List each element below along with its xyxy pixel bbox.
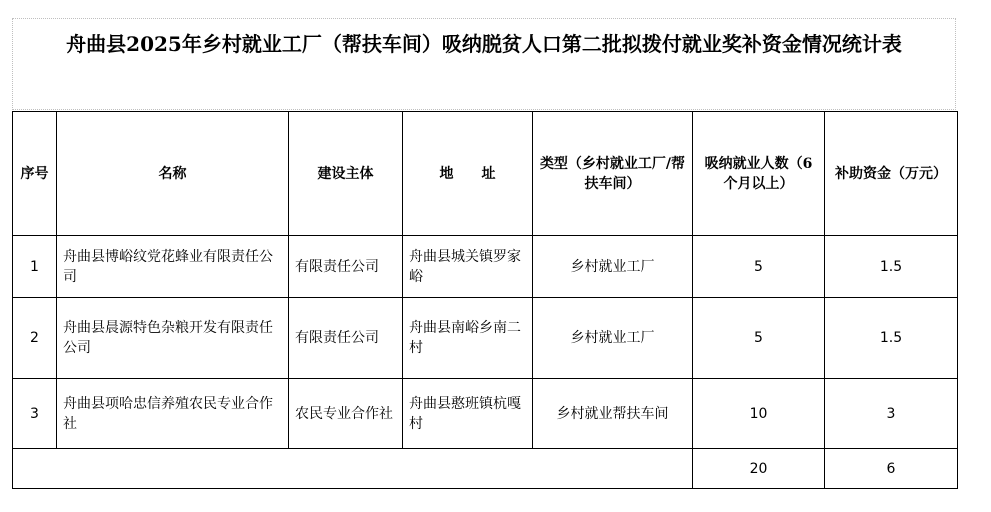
cell-subsidy: 1.5 [825, 298, 958, 379]
header-subsidy: 补助资金（万元） [825, 112, 958, 236]
table-row [13, 379, 958, 449]
cell-address: 舟曲县憨班镇杭嘎村 [403, 379, 533, 449]
header-builder: 建设主体 [289, 112, 403, 236]
header-address: 地 址 [403, 112, 533, 236]
cell-employed: 10 [693, 379, 825, 449]
cell-employed: 5 [693, 236, 825, 298]
cell-address: 舟曲县城关镇罗家峪 [403, 236, 533, 298]
cell-name: 舟曲县项哈忠信养殖农民专业合作社 [57, 379, 289, 449]
cell-name: 舟曲县博峪纹党花蜂业有限责任公司 [57, 236, 289, 298]
header-row [13, 112, 958, 236]
page-title: 舟曲县2025年乡村就业工厂（帮扶车间）吸纳脱贫人口第二批拟拨付就业奖补资金情况统计表 [66, 32, 902, 56]
cell-builder: 有限责任公司 [289, 236, 403, 298]
header-employed: 吸纳就业人数（6个月以上） [693, 112, 825, 236]
header-seq: 序号 [13, 112, 57, 236]
total-employed: 20 [693, 449, 825, 489]
cell-builder: 有限责任公司 [289, 298, 403, 379]
total-subsidy: 6 [825, 449, 958, 489]
cell-employed: 5 [693, 298, 825, 379]
cell-type: 乡村就业工厂 [533, 298, 693, 379]
header-name: 名称 [57, 112, 289, 236]
cell-name: 舟曲县晨源特色杂粮开发有限责任公司 [57, 298, 289, 379]
table-row [13, 236, 958, 298]
cell-address: 舟曲县南峪乡南二村 [403, 298, 533, 379]
cell-subsidy: 3 [825, 379, 958, 449]
subsidy-table [12, 111, 958, 489]
total-row [13, 449, 958, 489]
total-label-cell [13, 449, 693, 489]
cell-type: 乡村就业帮扶车间 [533, 379, 693, 449]
cell-seq: 1 [13, 236, 57, 298]
cell-type: 乡村就业工厂 [533, 236, 693, 298]
cell-seq: 2 [13, 298, 57, 379]
cell-builder: 农民专业合作社 [289, 379, 403, 449]
cell-seq: 3 [13, 379, 57, 449]
cell-subsidy: 1.5 [825, 236, 958, 298]
header-type: 类型（乡村就业工厂/帮扶车间） [533, 112, 693, 236]
table-row [13, 298, 958, 379]
